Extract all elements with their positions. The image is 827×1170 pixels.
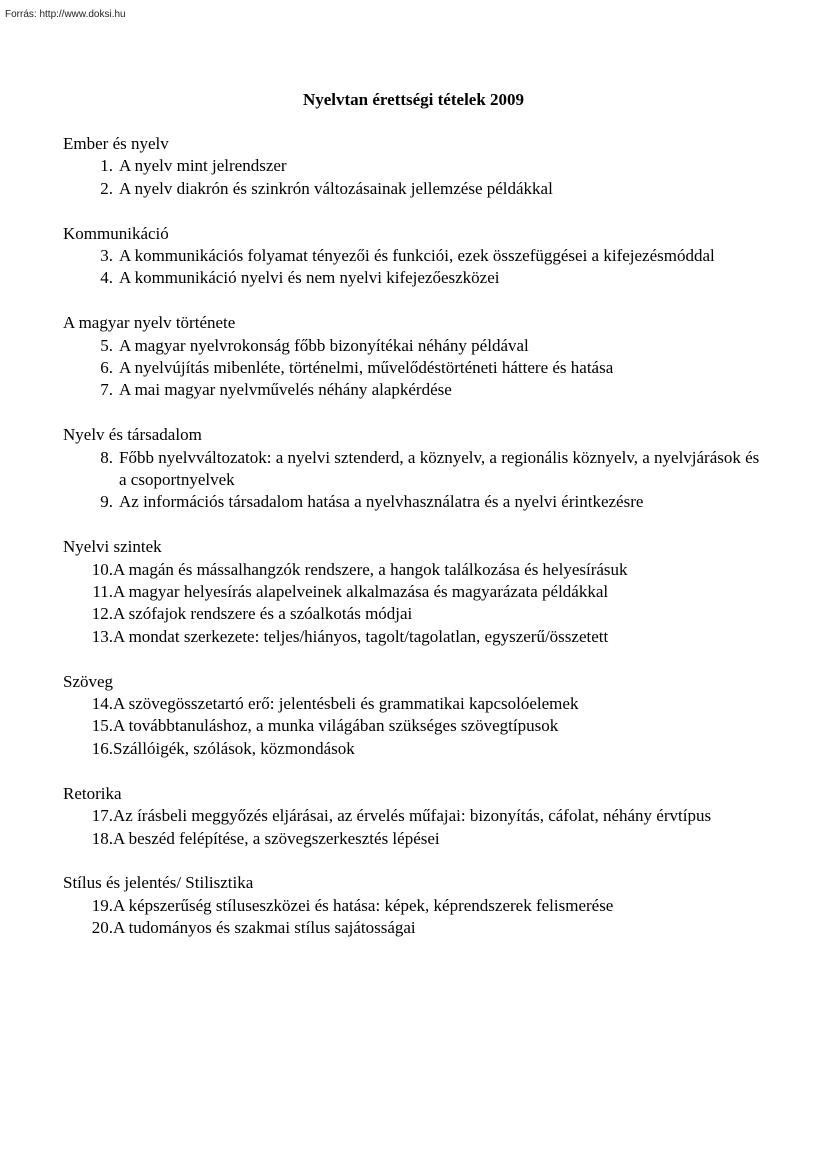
item-number: 15.	[91, 716, 113, 736]
list-item	[63, 357, 763, 379]
list-item	[63, 178, 763, 200]
item-number: 8.	[100, 447, 113, 467]
section-heading: Retorika	[63, 783, 122, 803]
item-text: A szövegösszetartó erő: jelentésbeli és grammatikai kapcsolóelemek	[113, 694, 579, 714]
section-szoveg	[63, 671, 763, 761]
item-text: A továbbtanuláshoz, a munka világában szükséges szövegtípusok	[113, 716, 559, 736]
section-heading: Stílus és jelentés/ Stilisztika	[63, 873, 254, 893]
list-item	[63, 581, 763, 603]
item-text: Az információs társadalom hatása a nyelvhasználatra és a nyelvi érintkezésre	[119, 492, 644, 512]
list-item	[63, 155, 763, 177]
list-item	[63, 917, 763, 939]
list-item	[63, 895, 763, 917]
item-number: 2.	[100, 178, 113, 198]
item-number: 18.	[91, 828, 113, 848]
list-item	[63, 491, 763, 513]
item-text: A mondat szerkezete: teljes/hiányos, tagolt/tagolatlan, egyszerű/összetett	[113, 626, 609, 646]
item-text: A kommunikációs folyamat tényezői és funkciói, ezek összefüggései a kifejezésmóddal	[119, 246, 715, 266]
item-text: A magyar nyelvrokonság főbb bizonyítékai néhány példával	[119, 335, 529, 355]
item-text: A nyelv diakrón és szinkrón változásainak jellemzése példákkal	[119, 178, 553, 198]
item-text: Szállóigék, szólások, közmondások	[113, 738, 355, 758]
item-text: A nyelv mint jelrendszer	[119, 156, 287, 176]
item-text: Főbb nyelvváltozatok: a nyelvi sztenderd, a köznyelv, a regionális köznyelv, a nyelvjárások és a csoportnyelvek	[119, 447, 760, 490]
item-number: 12.	[91, 604, 113, 624]
section-heading: A magyar nyelv története	[63, 313, 236, 333]
section-ember-es-nyelv	[63, 133, 763, 200]
item-number: 9.	[100, 492, 113, 512]
document-title: Nyelvtan érettségi tételek 2009	[302, 90, 525, 109]
item-number: 14.	[91, 694, 113, 714]
list-item	[63, 379, 763, 401]
item-number: 10.	[91, 559, 113, 579]
item-text: A képszerűség stíluseszközei és hatása: képek, képrendszerek felismerése	[113, 895, 614, 915]
topic-list	[63, 133, 763, 962]
item-number: 3.	[100, 246, 113, 266]
item-text: A mai magyar nyelvművelés néhány alapkérdése	[119, 380, 452, 400]
list-item	[63, 715, 763, 737]
list-item	[63, 603, 763, 625]
list-item	[63, 805, 763, 827]
source-line: Forrás: http://www.doksi.hu	[5, 9, 126, 20]
section-heading: Szöveg	[63, 671, 114, 691]
item-number: 20.	[91, 918, 113, 938]
list-item	[63, 693, 763, 715]
section-kommunikacio	[63, 223, 763, 290]
section-nyelv-es-tarsadalom	[63, 424, 763, 514]
item-number: 1.	[100, 156, 113, 176]
item-text: A szófajok rendszere és a szóalkotás módjai	[113, 604, 413, 624]
item-number: 6.	[100, 358, 113, 378]
item-number: 13.	[91, 626, 113, 646]
section-retorika	[63, 783, 763, 850]
item-text: Az írásbeli meggyőzés eljárásai, az érvelés műfajai: bizonyítás, cáfolat, néhány érvtípus	[113, 806, 712, 826]
list-item	[63, 626, 763, 648]
section-nyelvi-szintek	[63, 536, 763, 648]
list-item	[63, 245, 763, 267]
list-item	[63, 447, 763, 492]
list-item	[63, 828, 763, 850]
item-text: A kommunikáció nyelvi és nem nyelvi kifejezőeszközei	[119, 268, 500, 288]
item-text: A magyar helyesírás alapelveinek alkalmazása és magyarázata példákkal	[113, 582, 609, 602]
item-number: 17.	[91, 806, 113, 826]
section-stilus-es-jelentes	[63, 872, 763, 939]
item-number: 7.	[100, 380, 113, 400]
section-magyar-nyelv-tortenete	[63, 312, 763, 402]
section-heading: Kommunikáció	[63, 223, 169, 243]
list-item	[63, 559, 763, 581]
item-number: 16.	[91, 738, 113, 758]
list-item	[63, 738, 763, 760]
section-heading: Nyelv és társadalom	[63, 425, 202, 445]
section-heading: Ember és nyelv	[63, 134, 169, 153]
section-heading: Nyelvi szintek	[63, 537, 162, 557]
item-text: A magán és mássalhangzók rendszere, a hangok találkozása és helyesírásuk	[113, 559, 628, 579]
item-text: A beszéd felépítése, a szövegszerkesztés lépései	[113, 828, 440, 848]
item-number: 19.	[91, 895, 113, 915]
item-text: A tudományos és szakmai stílus sajátosságai	[113, 918, 416, 938]
item-number: 4.	[100, 268, 113, 288]
item-text: A nyelvújítás mibenléte, történelmi, művelődéstörténeti háttere és hatása	[119, 358, 614, 378]
item-number: 11.	[92, 582, 113, 602]
list-item	[63, 267, 763, 289]
item-number: 5.	[100, 335, 113, 355]
list-item	[63, 335, 763, 357]
